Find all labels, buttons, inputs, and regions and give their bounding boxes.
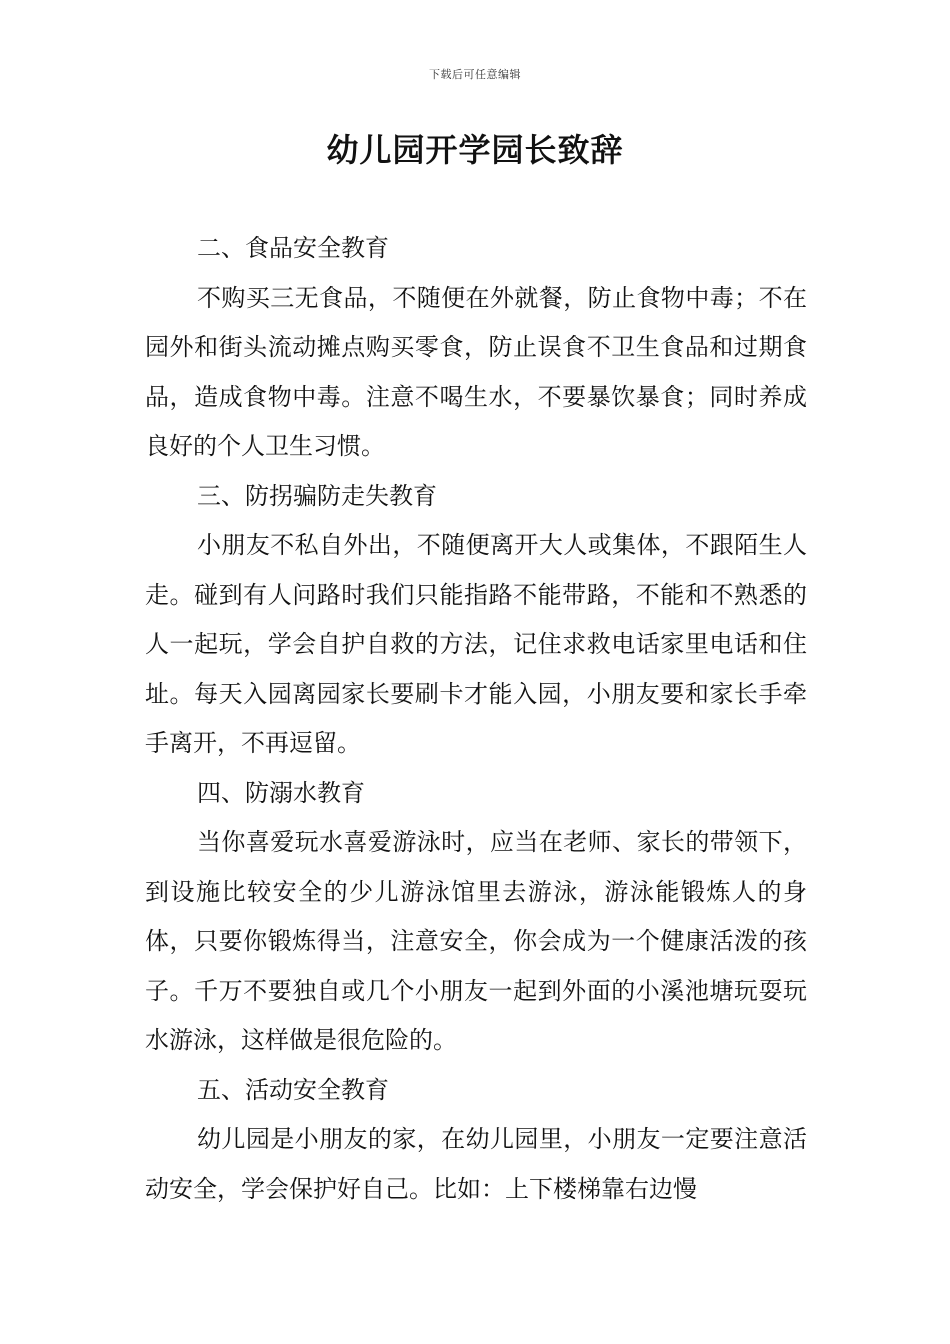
section-heading-food-safety: 二、食品安全教育 [197, 234, 389, 262]
document-title: 幼儿园开学园长致辞 [326, 131, 624, 169]
paragraph-anti-abduction: 小朋友不私自外出，不随便离开大人或集体，不跟陌生人走。碰到有人问路时我们只能指路不能带路，不能和不熟悉的人一起玩，学会自护自救的方法，记住求救电话家里电话和住址。每天入园离园家长要刷卡才能入园，小朋友要和家长手牵手离开，不再逗留。 [145, 531, 807, 757]
document-body [145, 224, 807, 1214]
paragraph-activity-safety: 幼儿园是小朋友的家，在幼儿园里，小朋友一定要注意活动安全，学会保护好自己。比如：上下楼梯靠右边慢 [145, 1125, 807, 1203]
paragraph-drowning-prevention: 当你喜爱玩水喜爱游泳时，应当在老师、家长的带领下，到设施比较安全的少儿游泳馆里去游泳，游泳能锻炼人的身体，只要你锻炼得当，注意安全，你会成为一个健康活泼的孩子。千万不要独自或几个小朋友一起到外面的小溪池塘玩耍玩水游泳，这样做是很危险的。 [145, 828, 807, 1054]
section-heading-drowning-prevention: 四、防溺水教育 [197, 778, 365, 807]
section-heading-activity-safety: 五、活动安全教育 [197, 1075, 389, 1104]
header-note: 下载后可任意编辑 [429, 68, 521, 81]
section-heading-anti-abduction: 三、防拐骗防走失教育 [197, 481, 437, 510]
paragraph-food-safety: 不购买三无食品，不随便在外就餐，防止食物中毒；不在园外和街头流动摊点购买零食，防止误食不卫生食品和过期食品，造成食物中毒。注意不喝生水，不要暴饮暴食；同时养成良好的个人卫生习惯。 [145, 283, 807, 460]
